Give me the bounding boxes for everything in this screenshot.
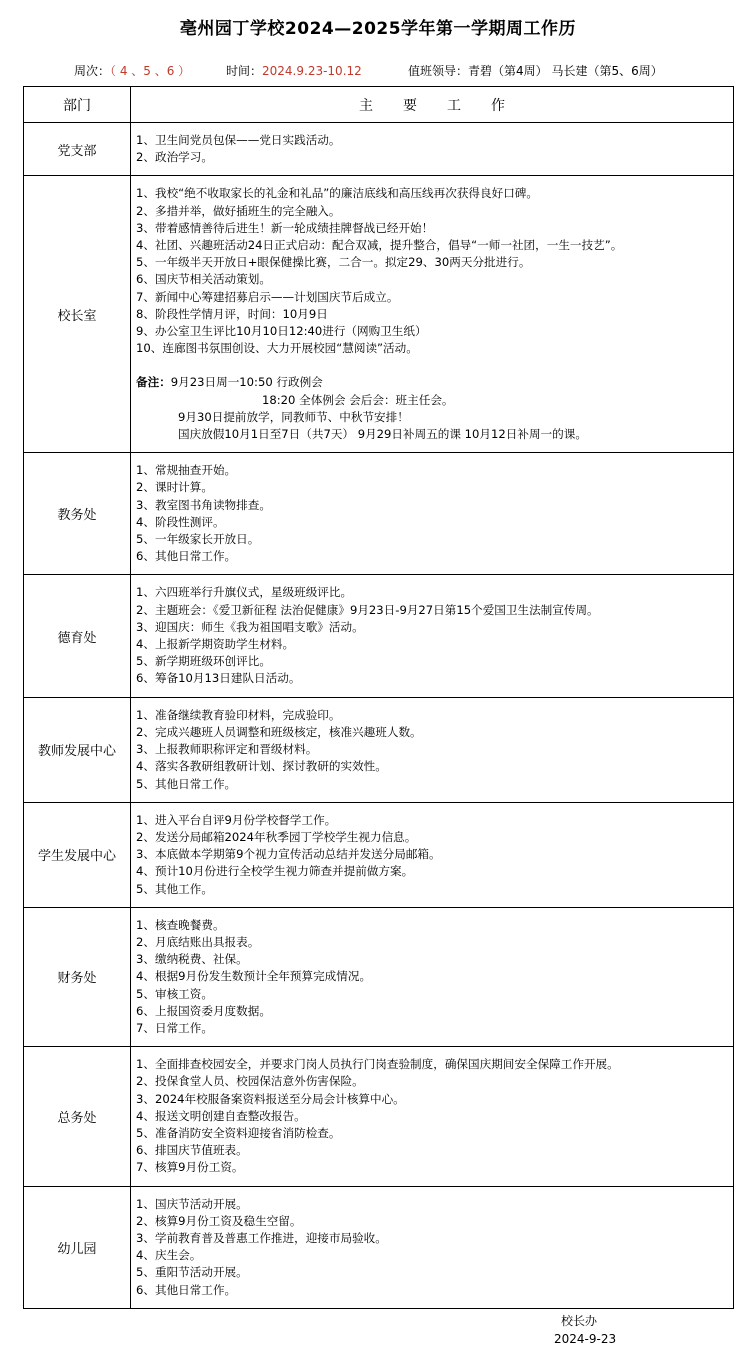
work-item: 1、核查晚餐费。 xyxy=(136,917,225,932)
dept-cell: 教务处 xyxy=(24,453,131,575)
work-item: 3、本底做本学期第9个视力宣传活动总结并发送分局邮箱。 xyxy=(136,847,441,862)
time-info xyxy=(226,62,362,79)
note-line xyxy=(136,409,733,426)
work-item: 1、卫生间党员包保——党日实践活动。 xyxy=(136,133,341,147)
work-cell xyxy=(131,1186,734,1308)
work-cell xyxy=(131,1047,734,1186)
work-item: 4、阶段性测评。 xyxy=(136,514,225,529)
work-item: 5、其他工作。 xyxy=(136,881,213,896)
work-item: 2、课时计算。 xyxy=(136,480,213,495)
work-item: 5、一年级家长开放日。 xyxy=(136,532,260,547)
schedule-table xyxy=(23,86,734,1309)
dept-cell: 教师发展中心 xyxy=(24,697,131,802)
week-label: 周次： xyxy=(74,64,111,78)
work-item: 3、上报教师职称评定和晋级材料。 xyxy=(136,742,318,757)
work-item: 3、2024年校服备案资料报送至分局会计核算中心。 xyxy=(136,1091,405,1106)
work-item: 5、其他日常工作。 xyxy=(136,776,237,791)
work-item: 6、排国庆节值班表。 xyxy=(136,1143,248,1158)
work-item: 2、主题班会：《爱卫新征程 法治促健康》9月23日-9月27日第15个爱国卫生法制宣传周。 xyxy=(136,602,599,617)
work-item: 4、庆生会。 xyxy=(136,1248,202,1263)
work-item: 7、日常工作。 xyxy=(136,1020,213,1035)
work-cell xyxy=(131,802,734,907)
dept-cell: 总务处 xyxy=(24,1047,131,1186)
work-item: 5、准备消防安全资料迎接省消防检查。 xyxy=(136,1125,341,1140)
note-line xyxy=(136,392,733,409)
work-item: 4、预计10月份进行全校学生视力筛查并提前做方案。 xyxy=(136,864,414,879)
work-item: 7、新闻中心筹建招募启示——计划国庆节后成立。 xyxy=(136,289,399,304)
footer-date: 2024-9-23 xyxy=(554,1332,617,1346)
work-cell xyxy=(131,123,734,176)
time-label: 时间： xyxy=(226,64,263,78)
work-item: 2、核算9月份工资及稳生空留。 xyxy=(136,1213,302,1228)
work-item: 4、报送文明创建自查整改报告。 xyxy=(136,1108,306,1123)
duty-label: 值班领导： xyxy=(408,64,469,78)
work-item: 4、上报新学期资助学生材料。 xyxy=(136,637,295,652)
work-item: 1、我校“绝不收取家长的礼金和礼品”的廉洁底线和高压线再次获得良好口碑。 xyxy=(136,186,538,201)
table-row xyxy=(24,176,734,453)
notes-label: 备注： xyxy=(136,375,171,390)
notes-block xyxy=(136,374,733,443)
work-item: 6、上报国资委月度数据。 xyxy=(136,1003,271,1018)
work-item: 7、核算9月份工资。 xyxy=(136,1160,244,1175)
table-row xyxy=(24,453,734,575)
work-item: 4、根据9月份发生数预计全年预算完成情况。 xyxy=(136,969,372,984)
dept-cell: 党支部 xyxy=(24,123,131,176)
work-item: 9、办公室卫生评比10月10日12:40进行（网购卫生纸） xyxy=(136,324,427,339)
schedule-body xyxy=(24,87,734,1309)
page-title: 亳州园丁学校2024—2025学年第一学期周工作历 xyxy=(179,19,577,39)
work-item: 2、完成兴趣班人员调整和班级核定，核准兴趣班人数。 xyxy=(136,724,422,739)
dept-cell: 幼儿园 xyxy=(24,1186,131,1308)
table-row xyxy=(24,802,734,907)
work-item: 6、筹备10月13日建队日活动。 xyxy=(136,671,301,686)
work-cell xyxy=(131,697,734,802)
dept-cell: 德育处 xyxy=(24,575,131,697)
footer-office: 校长办 xyxy=(561,1314,598,1328)
work-cell xyxy=(131,575,734,697)
note-line xyxy=(136,426,733,443)
duty-info xyxy=(408,62,663,79)
work-item: 1、进入平台自评9月份学校督学工作。 xyxy=(136,812,337,827)
work-cell xyxy=(131,453,734,575)
work-item: 3、带着感情善待后进生！新一轮成绩挂牌督战已经开始！ xyxy=(136,220,434,235)
week-info xyxy=(74,62,190,79)
work-item: 2、发送分局邮箱2024年秋季园丁学校学生视力信息。 xyxy=(136,829,417,844)
work-item: 2、投保食堂人员、校园保洁意外伤害保险。 xyxy=(136,1074,364,1089)
work-item: 3、学前教育普及普惠工作推进，迎接市局验收。 xyxy=(136,1230,387,1245)
work-item: 8、阶段性学情月评，时间：10月9日 xyxy=(136,306,328,321)
work-cell xyxy=(131,176,734,453)
work-item: 6、国庆节相关活动策划。 xyxy=(136,272,271,287)
work-item: 5、新学期班级环创评比。 xyxy=(136,654,271,669)
work-item: 4、社团、兴趣班活动24日正式启动：配合双减，提升整合，倡导“一师一社团，一生一技艺”。 xyxy=(136,238,623,253)
table-row xyxy=(24,1186,734,1308)
work-item: 1、国庆节活动开展。 xyxy=(136,1196,248,1211)
table-header-row xyxy=(24,87,734,123)
work-cell xyxy=(131,907,734,1046)
dept-cell: 校长室 xyxy=(24,176,131,453)
note-text: 9月30日提前放学，同教师节、中秋节安排！ xyxy=(178,409,409,424)
work-item: 3、迎国庆：师生《我为祖国唱支歌》活动。 xyxy=(136,619,364,634)
work-item: 1、常规抽查开始。 xyxy=(136,463,237,478)
work-item: 3、教室图书角读物排查。 xyxy=(136,497,271,512)
work-item: 6、其他日常工作。 xyxy=(136,1282,237,1297)
work-item: 2、政治学习。 xyxy=(136,150,213,165)
table-row xyxy=(24,697,734,802)
time-value: 2024.9.23-10.12 xyxy=(262,64,362,78)
work-item: 3、缴纳税费、社保。 xyxy=(136,952,248,967)
work-item: 5、审核工资。 xyxy=(136,986,213,1001)
table-row xyxy=(24,1047,734,1186)
work-item: 6、其他日常工作。 xyxy=(136,549,237,564)
dept-cell: 财务处 xyxy=(24,907,131,1046)
duty-value: 青碧（第4周） 马长建（第5、6周） xyxy=(468,64,663,78)
table-row xyxy=(24,123,734,176)
work-item: 1、全面排查校园安全，并要求门岗人员执行门岗查验制度，确保国庆期间安全保障工作开展。 xyxy=(136,1057,619,1072)
note-text: 18:20 全体例会 会后会：班主任会。 xyxy=(262,392,454,407)
week-value: （ 4 、5 、6 ） xyxy=(110,64,191,78)
work-item: 4、落实各教研组教研计划、探讨教研的实效性。 xyxy=(136,759,387,774)
header-dept: 部门 xyxy=(24,87,131,123)
work-item: 2、多措并举，做好插班生的完全融入。 xyxy=(136,203,341,218)
header-work: 主要工作 xyxy=(131,87,734,123)
work-item: 1、六四班举行升旗仪式，星级班级评比。 xyxy=(136,585,353,600)
work-item: 10、连廊图书氛围创设、大力开展校园“慧阅读”活动。 xyxy=(136,341,418,356)
work-item: 2、月底结账出具报表。 xyxy=(136,934,260,949)
note-text: 国庆放假10月1日至7日（共7天） 9月29日补周五的课 10月12日补周一的课。 xyxy=(178,427,587,442)
work-item: 1、准备继续教育验印材料，完成验印。 xyxy=(136,707,341,722)
note-text: 9月23日周一10:50 行政例会 xyxy=(170,375,323,390)
table-row xyxy=(24,575,734,697)
work-item: 5、重阳节活动开展。 xyxy=(136,1265,248,1280)
work-item: 5、一年级半天开放日+眼保健操比赛，二合一。拟定29、30两天分批进行。 xyxy=(136,255,531,270)
note-line xyxy=(136,374,733,391)
dept-cell: 学生发展中心 xyxy=(24,802,131,907)
table-row xyxy=(24,907,734,1046)
